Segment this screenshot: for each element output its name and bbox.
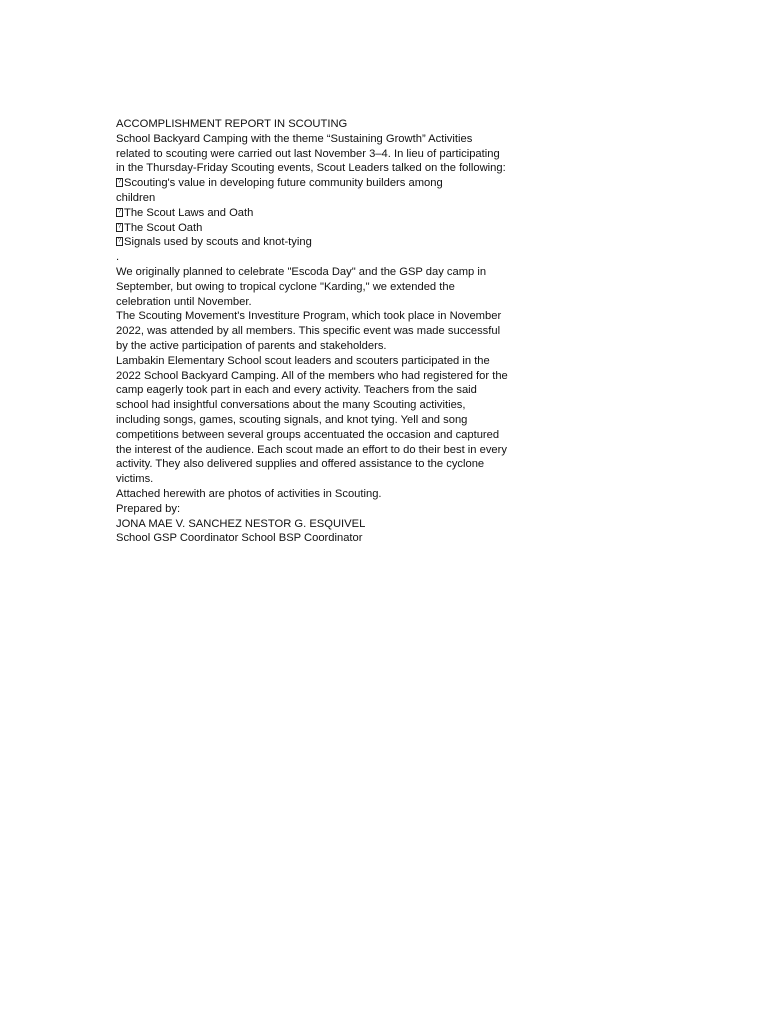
body-line: September, but owing to tropical cyclone "Karding," we extended the — [116, 280, 455, 293]
topic-item — [116, 176, 556, 191]
body-line: school had insightful conversations about the many Scouting activities, — [116, 399, 466, 412]
body-line: activity. They also delivered supplies and offered assistance to the cyclone — [116, 458, 485, 471]
report-title: ACCOMPLISHMENT REPORT IN SCOUTING — [116, 118, 348, 130]
body-line: celebration until November. — [116, 295, 252, 308]
report-body — [116, 117, 556, 546]
missing-glyph-bullet-icon — [116, 208, 123, 217]
signatories-names: JONA MAE V. SANCHEZ NESTOR G. ESQUIVEL — [116, 517, 366, 530]
body-line: Lambakin Elementary School scout leaders and scouters participated in the — [116, 354, 490, 367]
prepared-by-label: Prepared by: — [116, 502, 181, 515]
topic-item — [116, 206, 556, 221]
body-line: Attached herewith are photos of activities in Scouting. — [116, 487, 382, 500]
missing-glyph-bullet-icon — [116, 237, 123, 246]
topic-text: The Scout Oath — [124, 221, 203, 234]
topic-text: Signals used by scouts and knot-tying — [124, 236, 312, 249]
body-line: by the active participation of parents and stakeholders. — [116, 339, 387, 352]
body-line: competitions between several groups accentuated the occasion and captured — [116, 428, 500, 441]
missing-glyph-bullet-icon — [116, 223, 123, 232]
missing-glyph-bullet-icon — [116, 178, 123, 187]
topic-text: The Scout Laws and Oath — [124, 206, 254, 219]
body-line: The Scouting Movement's Investiture Program, which took place in November — [116, 310, 502, 323]
body-line: the interest of the audience. Each scout made an effort to do their best in every — [116, 443, 507, 456]
body-line: victims. — [116, 473, 154, 486]
body-line: camp eagerly took part in each and every activity. Teachers from the said — [116, 384, 477, 397]
signatories-positions: School GSP Coordinator School BSP Coordinator — [116, 532, 363, 545]
topic-text: Scouting's value in developing future community builders among — [124, 177, 443, 190]
topic-item — [116, 221, 556, 236]
intro-line: related to scouting were carried out last November 3–4. In lieu of participating — [116, 147, 500, 160]
topic-item — [116, 235, 556, 250]
body-line: 2022, was attended by all members. This specific event was made successful — [116, 325, 501, 338]
body-line: 2022 School Backyard Camping. All of the members who had registered for the — [116, 369, 508, 382]
separator-dot: . — [116, 251, 120, 264]
intro-line: in the Thursday-Friday Scouting events, Scout Leaders talked on the following: — [116, 162, 506, 175]
topic-continuation: children — [116, 191, 156, 204]
intro-line: School Backyard Camping with the theme “Sustaining Growth” Activities — [116, 132, 473, 145]
body-line: We originally planned to celebrate "Escoda Day" and the GSP day camp in — [116, 265, 487, 278]
body-line: including songs, games, scouting signals, and knot tying. Yell and song — [116, 413, 468, 426]
